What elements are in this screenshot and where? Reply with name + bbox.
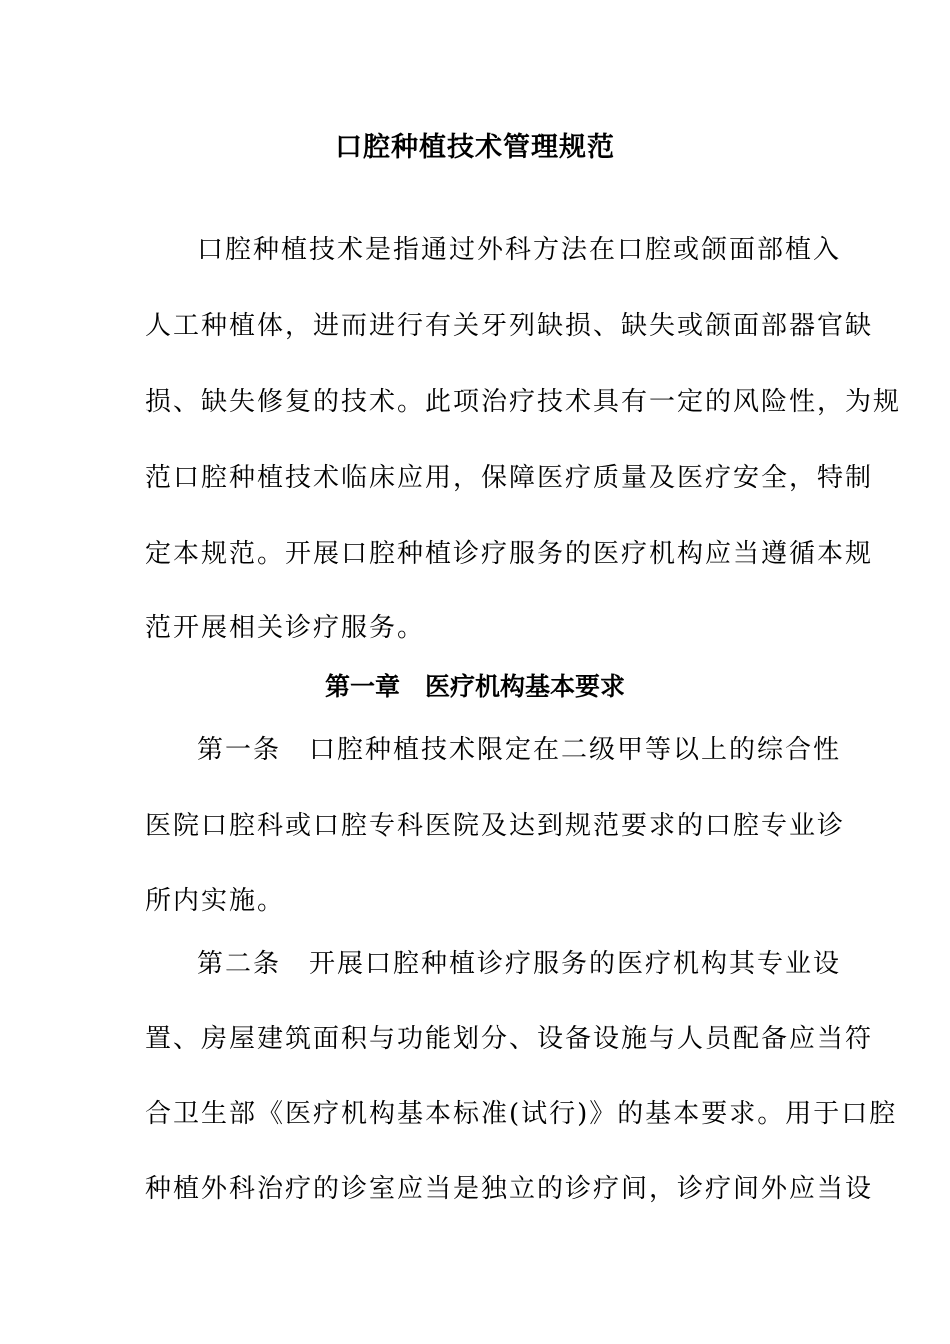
article-1-line-3: 所内实施。	[145, 886, 286, 916]
intro-line-4: 范口腔种植技术临床应用，保障医疗质量及医疗安全，特制	[145, 463, 874, 493]
article-1-line-1: 第一条 口腔种植技术限定在二级甲等以上的综合性	[197, 735, 842, 765]
intro-line-6: 范开展相关诊疗服务。	[145, 613, 426, 643]
chapter-heading: 第一章 医疗机构基本要求	[324, 672, 625, 701]
article-2-line-3: 合卫生部《医疗机构基本标准(试行)》的基本要求。用于口腔	[145, 1099, 898, 1129]
article-2-line-1: 第二条 开展口腔种植诊疗服务的医疗机构其专业设	[197, 949, 842, 979]
intro-line-1: 口腔种植技术是指通过外科方法在口腔或颌面部植入	[197, 235, 842, 265]
article-2-line-4: 种植外科治疗的诊室应当是独立的诊疗间，诊疗间外应当设	[145, 1174, 874, 1204]
article-1-line-2: 医院口腔科或口腔专科医院及达到规范要求的口腔专业诊	[145, 811, 846, 841]
intro-line-3: 损、缺失修复的技术。此项治疗技术具有一定的风险性，为规	[145, 387, 902, 417]
article-2-line-2: 置、房屋建筑面积与功能划分、设备设施与人员配备应当符	[145, 1024, 874, 1054]
intro-line-2: 人工种植体，进而进行有关牙列缺损、缺失或颌面部器官缺	[145, 311, 874, 341]
intro-line-5: 定本规范。开展口腔种植诊疗服务的医疗机构应当遵循本规	[145, 539, 874, 569]
document-title: 口腔种植技术管理规范	[335, 132, 615, 163]
